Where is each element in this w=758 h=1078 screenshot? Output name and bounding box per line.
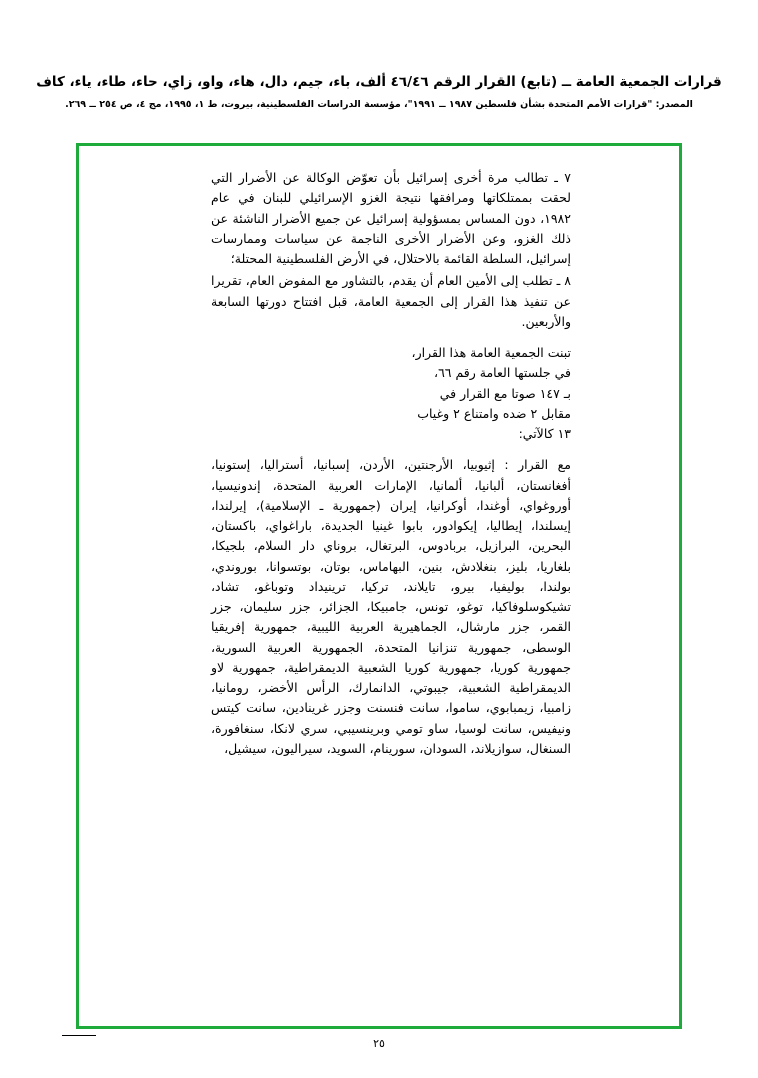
page-number: ٢٥ [373, 1037, 385, 1050]
paragraph-7: ٧ ـ تطالب مرة أخرى إسرائيل بأن تعوّض الوكالة عن الأضرار التي لحقت بممتلكاتها ومرافقها نتيجة الغزو الإسرائيلي للبنان في عام ١٩٨٢، دون المساس بمسؤولية إسرائيل عن جميع الأضرار الناشئة عن ذلك الغزو، وعن الأضرار الأخرى الناجمة عن سياسات وممارسات إسرائيل، السلطة القائمة بالاحتلال، في الأرض الفلسطينية المحتلة؛ [211, 170, 571, 266]
adoption-line-4: مقابل ٢ ضده وامتناع ٢ وغياب [417, 405, 571, 421]
adoption-line-2: في جلستها العامة رقم ٦٦، [434, 365, 571, 381]
spacer [211, 332, 571, 343]
spacer-2 [211, 444, 571, 455]
votes-in-favour-list: مع القرار : إثيوبيا، الأرجنتين، الأردن، إسبانيا، أستراليا، إستونيا، أفغانستان، ألبانيا، ألمانيا، الإمارات العربية المتحدة، إندونيسيا، أوروغواي، أوغندا، أوكرانيا، إيران (جمهورية ـ الإسلامية)، إيرلندا، إيسلندا، إيطاليا، إيكوادور، بابوا غينيا الجديدة، باراغواي، باكستان، البحرين، البرازيل، بربادوس، البرتغال، بروناي دار السلام، بلجيكا، بلغاريا، بليز، بنغلادش، بنين، البهاماس، بوتان، بوتسوانا، بوروندي، بولندا، بوليفيا، بيرو، تايلاند، تركيا، ترينيداد وتوباغو، تشاد، تشيكوسلوفاكيا، توغو، تونس، جامبيكا، الجزائر، جزر سليمان، جزر القمر، جزر مارشال، الجماهيرية العربية الليبية، جمهورية إفريقيا الوسطى، جمهورية تنزانيا المتحدة، الجمهورية العربية السورية، جمهورية كوريا، جمهورية كوريا الشعبية الديمقراطية، جمهورية لاو الديمقراطية الشعبية، جيبوتي، الدانمارك، الرأس الأخضر، رومانيا، زامبيا، زيمبابوي، ساموا، سانت فنسنت وجزر غرينادين، سانت كيتس ونيفيس، سانت لوسيا، ساو تومي وبرينسيبي، سري لانكا، سنغافورة، السنغال، سوازيلاند، السودان، سورينام، السويد، سيراليون، سيشيل، [211, 457, 571, 756]
adoption-line-3: بـ ١٤٧ صوتا مع القرار في [439, 385, 571, 401]
adoption-line-1: تبنت الجمعية العامة هذا القرار، [411, 345, 571, 360]
page-header [0, 72, 758, 113]
footer-rule [62, 1035, 96, 1036]
document-body [211, 168, 571, 759]
header-title: قرارات الجمعية العامة ــ (تابع) القرار الرقم ٤٦/٤٦ ألف، باء، جيم، دال، هاء، واو، زاي، حاء، طاء، ياء، كاف [36, 74, 722, 90]
votes-in-favour-block [211, 455, 571, 759]
green-content-frame [76, 143, 682, 1029]
adoption-line-5: ١٣ كالآتي: [518, 426, 571, 441]
header-source: المصدر: "قرارات الأمم المتحدة بشأن فلسطين ١٩٨٧ ــ ١٩٩١"، مؤسسة الدراسات الفلسطينية، بيروت، ط ١، ١٩٩٥، مج ٤، ص ٢٥٤ ــ ٢٦٩. [65, 99, 693, 111]
paragraph-8: ٨ ـ تطلب إلى الأمين العام أن يقدم، بالتشاور مع المفوض العام، تقريرا عن تنفيذ هذا القرار إلى الجمعية العامة، قبل افتتاح دورتها السابعة والأربعين. [211, 273, 571, 329]
